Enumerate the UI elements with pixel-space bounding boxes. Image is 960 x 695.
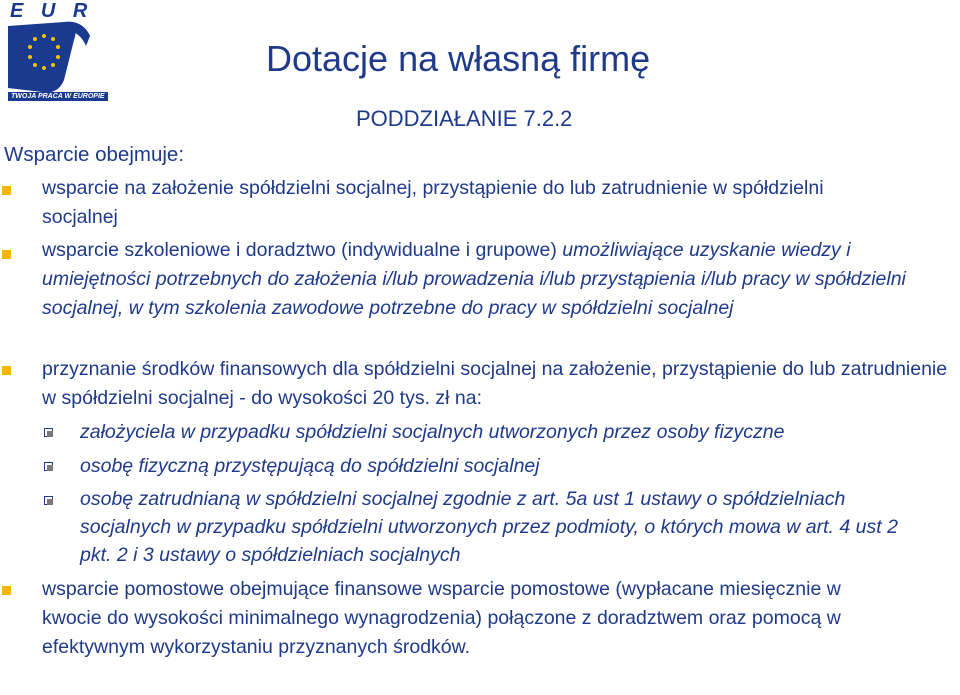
eures-logo xyxy=(4,0,105,104)
list-item-text: wsparcie szkoleniowe i doradztwo (indywidualne i grupowe) xyxy=(42,239,563,261)
intro-label: Wsparcie obejmuje: xyxy=(4,143,185,166)
logo-wordmark: E U R xyxy=(10,0,94,22)
page-title: Dotacje na własną firmę xyxy=(266,38,651,79)
bullet-square-icon xyxy=(2,250,11,259)
list-item: wsparcie na założenie spółdzielni socjalnej, przystąpienie do lub zatrudnienie w spółdzielni socjalnej xyxy=(42,177,824,228)
logo-emblem-icon xyxy=(4,0,100,104)
bullet-square-icon xyxy=(2,186,11,195)
sub-list-item: osobę fizyczną przystępującą do spółdzielni socjalnej xyxy=(80,455,540,477)
sub-list-item: założyciela w przypadku spółdzielni socjalnych utworzonych przez osoby fizyczne xyxy=(80,421,785,443)
list-item xyxy=(42,236,922,323)
list-item: przyznanie środków finansowych dla spółdzielni socjalnej na założenie, przystąpienie do lub zatrudnienie w spółdzielni socjalnej - do wysokości 20 tys. zł na: xyxy=(42,358,948,409)
logo-tagline: TWOJA PRACA W EUROPIE xyxy=(8,92,108,101)
bullet-square-icon xyxy=(2,586,11,595)
page-subtitle: PODDZIAŁANIE 7.2.2 xyxy=(356,106,573,131)
checkbox-bullet-icon xyxy=(44,428,53,437)
sub-list-item: osobę zatrudnianą w spółdzielni socjalnej zgodnie z art. 5a ust 1 ustawy o spółdzielniach socjalnych w przypadku spółdzielni utworzonych przez podmioty, o których mowa w art. 4 ust 2 pkt. 2 i 3 ustawy o spółdzielniach socjalnych xyxy=(80,488,898,566)
checkbox-bullet-icon xyxy=(44,462,53,471)
checkbox-bullet-icon xyxy=(44,496,53,505)
list-item-italic-text: umożliwiające uzyskanie wiedzy i umiejętności potrzebnych do założenia i/lub prowadzenia i/lub przystąpienia i/lub pracy w spółdzielni socjalnej, w tym szkolenia zawodowe potrzebne do pracy w spółdzielni socjalnej xyxy=(42,239,906,319)
bullet-square-icon xyxy=(2,366,11,375)
list-item: wsparcie pomostowe obejmujące finansowe wsparcie pomostowe (wypłacane miesięcznie w kwocie do wysokości minimalnego wynagrodzenia) połączone z doradztwem oraz pomocą w efektywnym wykorzystaniu przyznanych środków. xyxy=(42,578,841,658)
